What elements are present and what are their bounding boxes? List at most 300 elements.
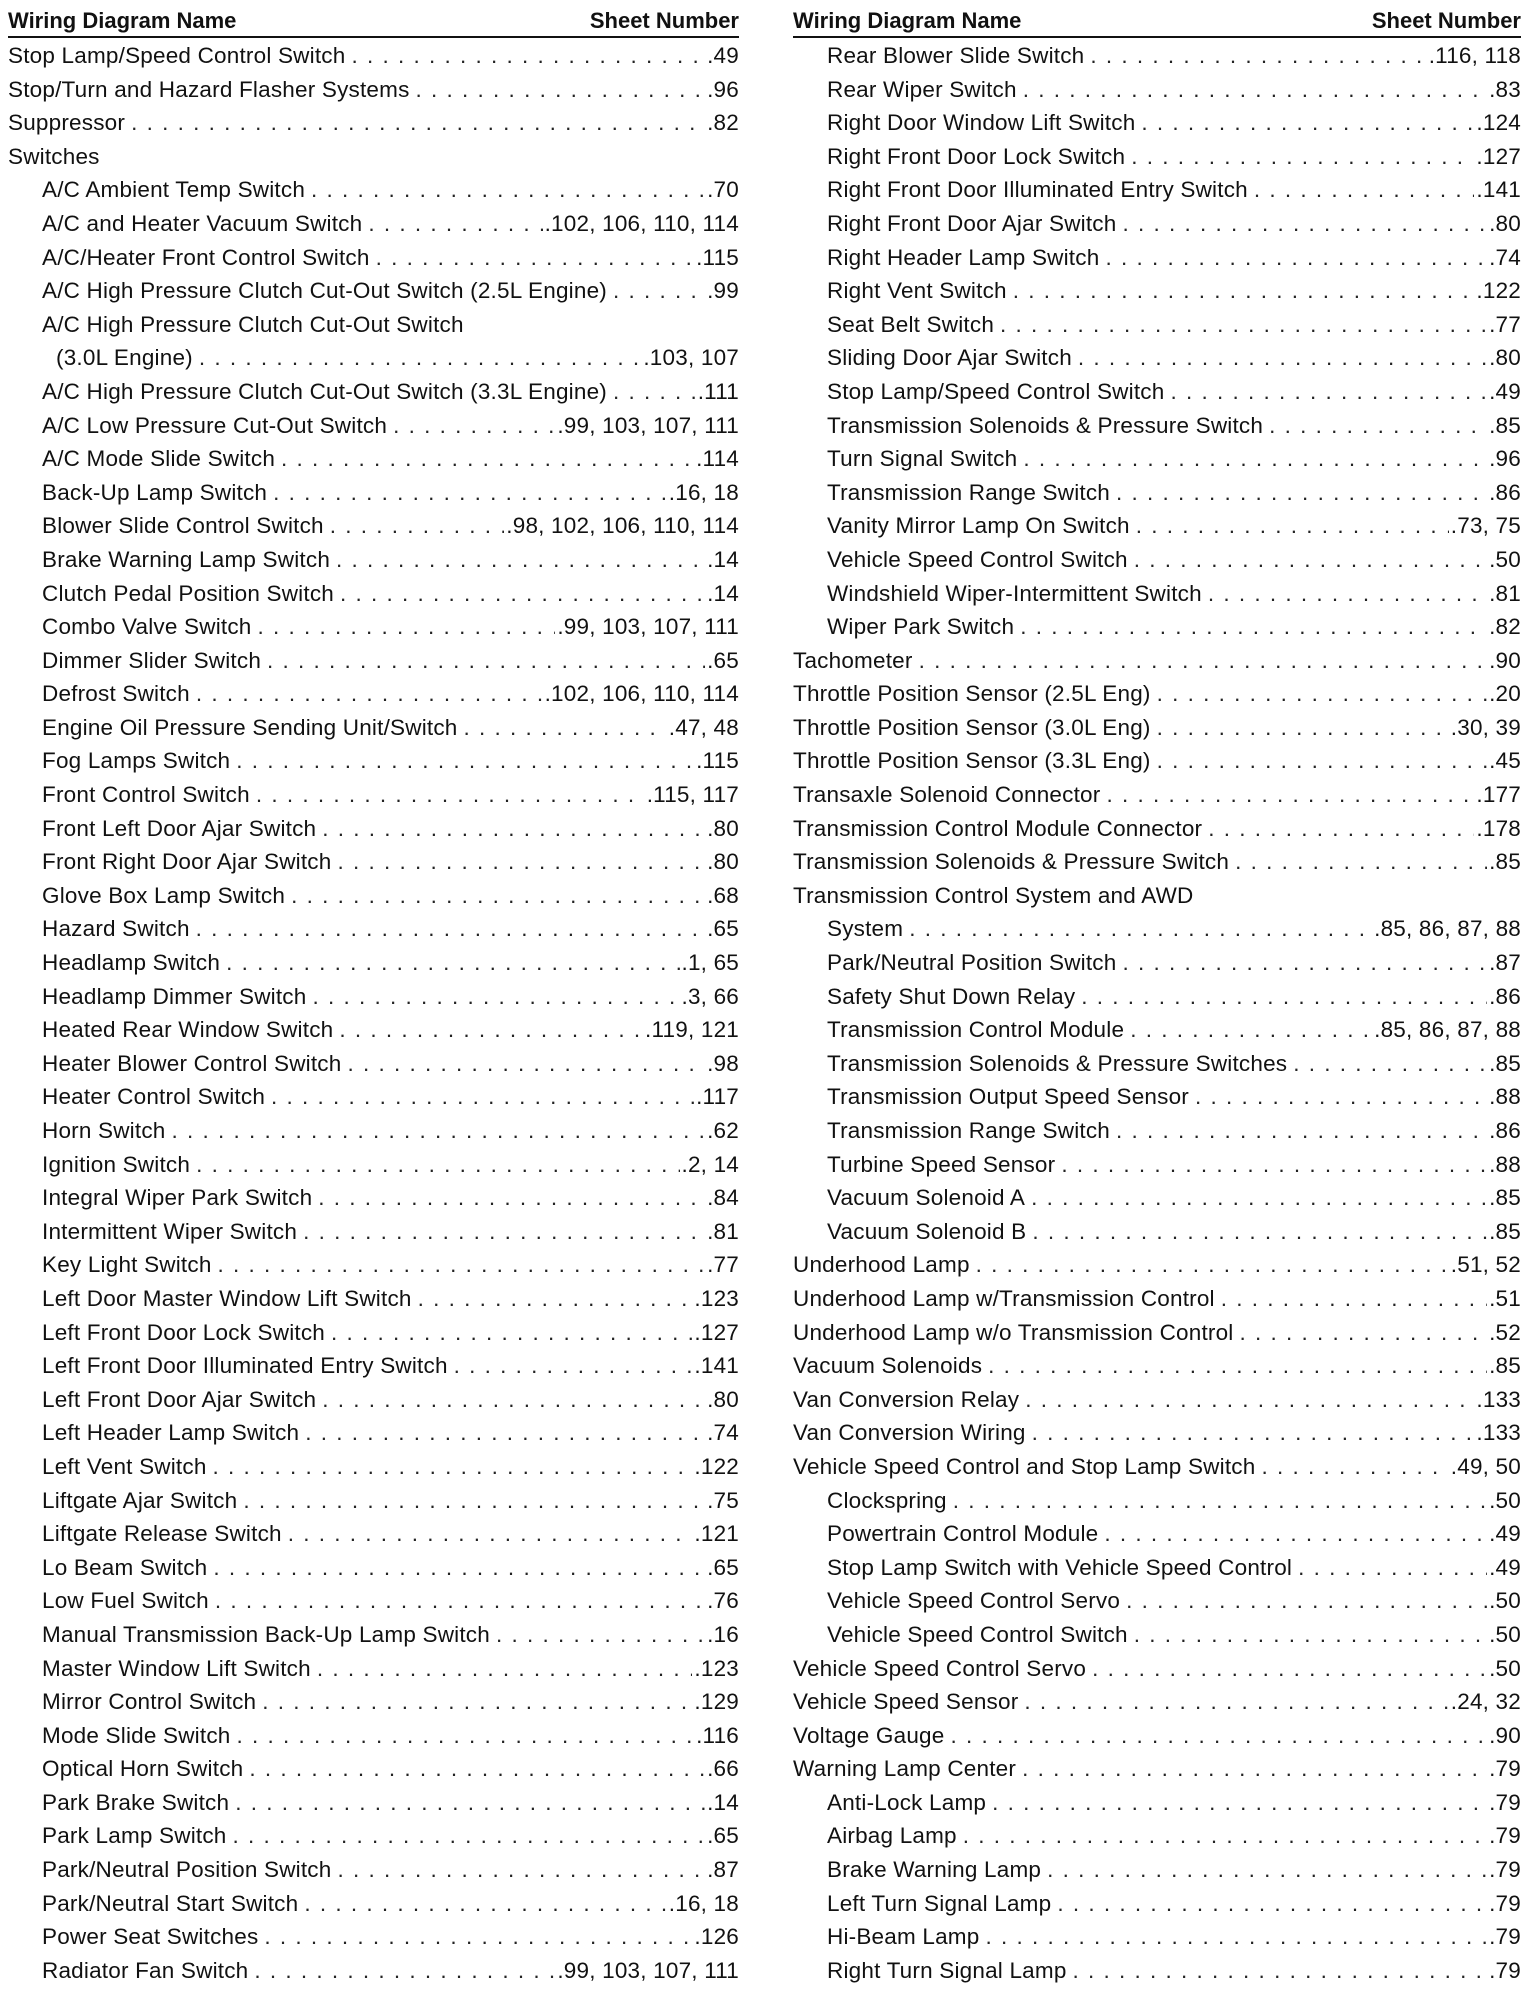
entry-name: Low Fuel Switch: [42, 1588, 209, 1614]
index-entry: [8, 980, 739, 1014]
entry-name: Radiator Fan Switch: [42, 1957, 249, 1983]
entry-name: Mode Slide Switch: [42, 1722, 231, 1748]
sheet-number: .79: [1489, 1890, 1521, 1916]
dot-leader: [196, 677, 543, 711]
dot-leader: [1022, 1752, 1487, 1786]
dot-leader: [347, 1047, 705, 1081]
entry-name: Suppressor: [8, 110, 126, 136]
sheet-number: .116: [696, 1722, 739, 1748]
index-entry: [8, 1819, 739, 1853]
index-entry: [793, 1752, 1521, 1786]
sheet-number: .129: [694, 1689, 739, 1715]
sheet-number: .85: [1489, 849, 1521, 875]
index-entry: [8, 1349, 739, 1383]
sheet-number: .65: [707, 916, 739, 942]
index-entry: [8, 1215, 739, 1249]
dot-leader: [416, 73, 706, 107]
entry-name: Vacuum Solenoid A: [827, 1185, 1026, 1211]
sheet-number: .116, 118: [1428, 43, 1521, 68]
sheet-number: .20: [1489, 681, 1521, 707]
dot-leader: [1023, 73, 1487, 107]
dot-leader: [1106, 778, 1474, 812]
sheet-number: .103, 107: [643, 345, 739, 371]
sheet-number: .86: [1489, 1118, 1521, 1143]
entry-name: Engine Oil Pressure Sending Unit/Switch: [42, 714, 458, 740]
index-entry: [793, 1853, 1521, 1887]
sheet-number: .49, 50: [1450, 1453, 1521, 1479]
sheet-number: .50: [1489, 546, 1521, 572]
sheet-number: .81: [707, 1218, 739, 1244]
dot-leader: [1136, 509, 1449, 543]
entry-name: Powertrain Control Module: [827, 1521, 1099, 1547]
sheet-number: .66: [707, 1756, 739, 1782]
index-entry: [793, 711, 1521, 745]
sheet-number: .82: [1489, 614, 1521, 640]
sheet-number: .127: [1476, 143, 1521, 169]
index-entry: [8, 677, 739, 711]
sheet-number: .177: [1476, 782, 1521, 808]
sheet-number: .114: [696, 446, 739, 472]
dot-leader: [1157, 711, 1449, 745]
entry-name: A/C and Heater Vacuum Switch: [42, 210, 363, 236]
dot-leader: [1195, 1080, 1487, 1114]
dot-leader: [331, 1316, 692, 1350]
dot-leader: [368, 207, 542, 241]
entry-name: Rear Blower Slide Switch: [827, 43, 1085, 68]
index-entry: [793, 778, 1521, 812]
dot-leader: [264, 1920, 692, 1954]
index-entry: [8, 1416, 739, 1450]
dot-leader: [1221, 1282, 1487, 1316]
index-entry: [793, 241, 1521, 275]
sheet-number: .115, 117: [646, 782, 739, 808]
left-index-list: [8, 39, 739, 1987]
sheet-number: .3, 66: [681, 983, 739, 1009]
entry-name: Dimmer Slider Switch: [42, 647, 262, 673]
entry-name: A/C Mode Slide Switch: [42, 446, 276, 472]
entry-name: Rear Wiper Switch: [827, 76, 1017, 102]
index-entry: [8, 173, 739, 207]
entry-name: Park/Neutral Position Switch: [42, 1857, 332, 1883]
index-entry: [8, 644, 739, 678]
entry-name: Horn Switch: [42, 1118, 166, 1143]
sheet-number: .99, 103, 107, 111: [557, 412, 739, 438]
index-entry: [793, 1584, 1521, 1618]
dot-leader: [613, 375, 696, 409]
dot-leader: [1116, 476, 1487, 510]
sheet-number: .96: [707, 76, 739, 102]
dot-leader: [1208, 577, 1487, 611]
dot-leader: [196, 1148, 679, 1182]
entry-name: Transmission Solenoids & Pressure Switch: [827, 412, 1264, 438]
dot-leader: [199, 341, 642, 375]
index-entry: [8, 1786, 739, 1820]
sheet-number: .79: [1489, 1756, 1521, 1782]
sheet-number: .49: [1489, 1521, 1521, 1547]
entry-name: Blower Slide Control Switch: [42, 513, 324, 539]
entry-name: Left Header Lamp Switch: [42, 1420, 300, 1446]
entry-name: Front Left Door Ajar Switch: [42, 815, 317, 841]
entry-name: Underhood Lamp: [793, 1252, 970, 1278]
wiring-diagram-name-heading: Wiring Diagram Name: [793, 8, 1022, 33]
dot-leader: [256, 778, 645, 812]
index-entry: [8, 1551, 739, 1585]
sheet-number: .98, 102, 106, 110, 114: [506, 513, 739, 539]
dot-leader: [336, 543, 705, 577]
dot-leader: [919, 644, 1488, 678]
dot-leader: [988, 1349, 1487, 1383]
sheet-number: .14: [707, 580, 739, 606]
index-entry: [8, 409, 739, 443]
index-entry: [793, 1517, 1521, 1551]
dot-leader: [1061, 1148, 1487, 1182]
dot-leader: [950, 1719, 1487, 1753]
dot-leader: [464, 711, 667, 745]
index-entry: [8, 1080, 739, 1114]
sheet-number: .14: [707, 546, 739, 572]
entry-name: Master Window Lift Switch: [42, 1655, 311, 1681]
sheet-number: .80: [707, 815, 739, 841]
sheet-number: .88: [1489, 1151, 1521, 1177]
index-entry: [8, 912, 739, 946]
sheet-number: .127: [694, 1319, 739, 1345]
dot-leader: [1141, 106, 1474, 140]
entry-name: Vehicle Speed Control Switch: [827, 1621, 1128, 1647]
index-entry: [793, 1786, 1521, 1820]
index-entry: [793, 476, 1521, 510]
sheet-number: .77: [707, 1252, 739, 1278]
entry-name: Hazard Switch: [42, 916, 190, 942]
dot-leader: [1047, 1853, 1487, 1887]
entry-name: Transmission Output Speed Sensor: [827, 1084, 1189, 1110]
entry-name: Headlamp Switch: [42, 950, 221, 976]
dot-leader: [303, 1215, 705, 1249]
dot-leader: [288, 1517, 693, 1551]
dot-leader: [613, 274, 705, 308]
index-entry: [8, 1013, 739, 1047]
dot-leader: [1025, 1383, 1474, 1417]
sheet-number: .1, 65: [681, 950, 739, 976]
entry-name: Park/Neutral Position Switch: [827, 950, 1117, 976]
index-entry: [793, 274, 1521, 308]
dot-leader: [909, 912, 1372, 946]
index-entry: [8, 39, 739, 73]
entry-name: Transaxle Solenoid Connector: [793, 782, 1101, 808]
sheet-number: .73, 75: [1450, 513, 1521, 539]
index-entry: [793, 1114, 1521, 1148]
sheet-number: .80: [1489, 210, 1521, 236]
index-entry: [8, 1181, 739, 1215]
entry-name: Key Light Switch: [42, 1252, 212, 1278]
entry-name: Stop Lamp Switch with Vehicle Speed Control: [827, 1554, 1293, 1580]
entry-name: Switches: [8, 143, 100, 169]
entry-name: Airbag Lamp: [827, 1823, 957, 1849]
index-entry: [793, 1887, 1521, 1921]
entry-name: Underhood Lamp w/Transmission Control: [793, 1285, 1215, 1311]
index-entry: [8, 207, 739, 241]
entry-name: Right Front Door Lock Switch: [827, 143, 1126, 169]
index-entry: [793, 1954, 1521, 1988]
sheet-number: .79: [1489, 1789, 1521, 1815]
dot-leader: [1261, 1450, 1448, 1484]
entry-name: Stop Lamp/Speed Control Switch: [827, 378, 1165, 404]
entry-name: Brake Warning Lamp: [827, 1857, 1042, 1883]
index-entry: [8, 1316, 739, 1350]
sheet-number: .51, 52: [1450, 1252, 1521, 1278]
index-entry: [793, 879, 1521, 913]
sheet-number: .122: [1476, 278, 1521, 304]
sheet-number: .141: [1476, 177, 1521, 203]
index-entry: [793, 207, 1521, 241]
index-entry: [793, 106, 1521, 140]
dot-leader: [1126, 1584, 1487, 1618]
sheet-number: .77: [1489, 311, 1521, 337]
dot-leader: [1032, 1416, 1475, 1450]
sheet-number: .49: [707, 43, 739, 68]
sheet-number: .50: [1489, 1621, 1521, 1647]
sheet-number: .115: [696, 748, 739, 774]
dot-leader: [226, 946, 679, 980]
entry-name: Safety Shut Down Relay: [827, 983, 1076, 1009]
entry-name: Vehicle Speed Control and Stop Lamp Switch: [793, 1453, 1256, 1479]
index-entry: [8, 1618, 739, 1652]
dot-leader: [317, 1652, 693, 1686]
entry-name: Glove Box Lamp Switch: [42, 882, 286, 908]
index-entry: [793, 1383, 1521, 1417]
entry-name: Hi-Beam Lamp: [827, 1924, 980, 1950]
dot-leader: [243, 1484, 705, 1518]
index-entry: [793, 1450, 1521, 1484]
sheet-number: .122: [694, 1453, 739, 1479]
entry-name: Transmission Control Module Connector: [793, 815, 1203, 841]
sheet-number: .80: [707, 849, 739, 875]
index-entry: [793, 375, 1521, 409]
sheet-number: .123: [694, 1285, 739, 1311]
dot-leader: [254, 1954, 555, 1988]
dot-leader: [262, 1685, 692, 1719]
entry-name: Transmission Control System and AWD: [793, 882, 1194, 908]
sheet-number: .99, 103, 107, 111: [557, 1957, 739, 1983]
index-entry: [8, 73, 739, 107]
dot-leader: [1104, 1517, 1487, 1551]
sheet-number: .65: [707, 647, 739, 673]
dot-leader: [304, 1887, 666, 1921]
index-entry: [8, 1450, 739, 1484]
entry-name: Vehicle Speed Sensor: [793, 1689, 1019, 1715]
dot-leader: [985, 1920, 1487, 1954]
entry-name: Voltage Gauge: [793, 1722, 945, 1748]
sheet-number: .81: [1489, 580, 1521, 606]
entry-name: Right Header Lamp Switch: [827, 244, 1100, 270]
dot-leader: [196, 912, 705, 946]
entry-name: Optical Horn Switch: [42, 1756, 244, 1782]
index-entry: [8, 241, 739, 275]
sheet-number: .178: [1476, 815, 1521, 841]
index-entry: [8, 812, 739, 846]
dot-leader: [218, 1248, 706, 1282]
sheet-number: .47, 48: [668, 714, 739, 740]
dot-leader: [1122, 207, 1487, 241]
entry-name: Right Turn Signal Lamp: [827, 1957, 1067, 1983]
index-entry: [793, 1719, 1521, 1753]
entry-name: Headlamp Dimmer Switch: [42, 983, 307, 1009]
index-entry: [793, 543, 1521, 577]
index-entry: [793, 409, 1521, 443]
left-column: [8, 6, 739, 1987]
index-entry: [8, 274, 739, 308]
index-entry: [793, 980, 1521, 1014]
sheet-number: .50: [1489, 1588, 1521, 1614]
sheet-number: .2, 14: [681, 1151, 739, 1177]
entry-name: Combo Valve Switch: [42, 614, 252, 640]
dot-leader: [1157, 677, 1488, 711]
sheet-number-heading: Sheet Number: [1371, 8, 1521, 33]
dot-leader: [322, 1383, 705, 1417]
index-entry: [793, 1819, 1521, 1853]
entry-name: Turbine Speed Sensor: [827, 1151, 1056, 1177]
sheet-number: .111: [697, 378, 739, 404]
entry-name: Left Front Door Ajar Switch: [42, 1386, 317, 1412]
index-entry: [8, 1148, 739, 1182]
entry-name: Transmission Range Switch: [827, 479, 1111, 505]
dot-leader: [337, 1853, 705, 1887]
index-entry: [793, 509, 1521, 543]
sheet-number: .79: [1489, 1823, 1521, 1849]
entry-name: Park/Neutral Start Switch: [42, 1890, 299, 1916]
index-entry: [8, 946, 739, 980]
dot-leader: [233, 1819, 706, 1853]
entry-name: Back-Up Lamp Switch: [42, 479, 268, 505]
dot-leader: [322, 812, 705, 846]
entry-name: Front Control Switch: [42, 782, 250, 808]
entry-name: Throttle Position Sensor (3.0L Eng): [793, 714, 1151, 740]
dot-leader: [393, 409, 555, 443]
index-entry: [8, 845, 739, 879]
index-entry: [8, 1248, 739, 1282]
dot-leader: [311, 173, 705, 207]
index-entry: [8, 1853, 739, 1887]
dot-leader: [1023, 442, 1487, 476]
sheet-number: .85: [1489, 1353, 1521, 1379]
dot-leader: [1020, 610, 1487, 644]
entry-name: Van Conversion Relay: [793, 1386, 1020, 1412]
index-entry: [793, 1920, 1521, 1954]
index-entry: [793, 1652, 1521, 1686]
index-entry: [793, 442, 1521, 476]
entry-name: Vacuum Solenoids: [793, 1353, 983, 1379]
dot-leader: [1000, 308, 1487, 342]
index-entry: [8, 1383, 739, 1417]
index-entry: [8, 509, 739, 543]
dot-leader: [131, 106, 705, 140]
entry-name: Vanity Mirror Lamp On Switch: [827, 513, 1130, 539]
index-entry: [793, 173, 1521, 207]
sheet-number: .115: [696, 244, 739, 270]
entry-name: Tachometer: [793, 647, 913, 673]
column-header: [793, 6, 1521, 38]
dot-leader: [454, 1349, 693, 1383]
sheet-number: .123: [694, 1655, 739, 1681]
sheet-number: .85: [1489, 1218, 1521, 1244]
entry-name: Left Turn Signal Lamp: [827, 1890, 1052, 1916]
entry-name: Power Seat Switches: [42, 1924, 259, 1950]
index-entry: [793, 1013, 1521, 1047]
sheet-number: .49: [1489, 1554, 1521, 1580]
dot-leader: [1240, 1316, 1488, 1350]
index-entry: [793, 1047, 1521, 1081]
entry-name: A/C High Pressure Clutch Cut-Out Switch: [42, 311, 464, 337]
entry-name: Left Door Master Window Lift Switch: [42, 1285, 412, 1311]
entry-name: Intermittent Wiper Switch: [42, 1218, 298, 1244]
dot-leader: [1208, 812, 1474, 846]
index-entry: [8, 1517, 739, 1551]
dot-leader: [273, 476, 667, 510]
sheet-number: .68: [707, 882, 739, 908]
entry-name: Clockspring: [827, 1487, 947, 1513]
sheet-number: .75: [707, 1487, 739, 1513]
dot-leader: [1032, 1215, 1487, 1249]
index-entry: [8, 711, 739, 745]
dot-leader: [213, 1450, 693, 1484]
sheet-number: .52: [1489, 1319, 1521, 1345]
sheet-number: .99: [707, 278, 739, 304]
sheet-number: .124: [1476, 110, 1521, 136]
index-entry: [8, 442, 739, 476]
entry-name: Defrost Switch: [42, 681, 190, 707]
entry-name: Stop Lamp/Speed Control Switch: [8, 43, 346, 68]
index-entry: [8, 308, 739, 342]
entry-name: Van Conversion Wiring: [793, 1420, 1026, 1446]
sheet-number: .45: [1489, 748, 1521, 774]
index-entry: [8, 1752, 739, 1786]
dot-leader: [258, 610, 556, 644]
dot-leader: [305, 1416, 705, 1450]
index-entry: [8, 476, 739, 510]
sheet-number: .70: [707, 177, 739, 203]
index-entry: [8, 744, 739, 778]
wiring-diagram-name-heading: Wiring Diagram Name: [8, 8, 237, 33]
index-entry: [793, 812, 1521, 846]
dot-leader: [1078, 341, 1487, 375]
entry-name: Transmission Solenoids & Pressure Switches: [827, 1050, 1288, 1076]
entry-name: (3.0L Engine): [56, 345, 193, 371]
dot-leader: [1235, 845, 1487, 879]
index-entry: [8, 1584, 739, 1618]
dot-leader: [351, 39, 705, 73]
sheet-number: .16, 18: [668, 1890, 739, 1916]
sheet-number: .117: [696, 1084, 739, 1110]
sheet-number: .102, 106, 110, 114: [544, 210, 739, 236]
sheet-number-heading: Sheet Number: [589, 8, 739, 33]
index-entry: [793, 744, 1521, 778]
sheet-number: .80: [707, 1386, 739, 1412]
entry-name: A/C Low Pressure Cut-Out Switch: [42, 412, 388, 438]
dot-leader: [1170, 375, 1487, 409]
sheet-number: .85: [1489, 412, 1521, 438]
sheet-number: .87: [707, 1857, 739, 1883]
dot-leader: [318, 1181, 705, 1215]
entry-name: Heater Blower Control Switch: [42, 1050, 342, 1076]
sheet-number: .85, 86, 87, 88: [1374, 916, 1521, 942]
index-entry: [793, 1349, 1521, 1383]
sheet-number: .14: [707, 1789, 739, 1815]
index-entry: [8, 140, 739, 174]
dot-leader: [1130, 1013, 1372, 1047]
index-entry: [8, 1954, 739, 1988]
index-entry: [8, 577, 739, 611]
dot-leader: [267, 644, 705, 678]
dot-leader: [992, 1786, 1487, 1820]
